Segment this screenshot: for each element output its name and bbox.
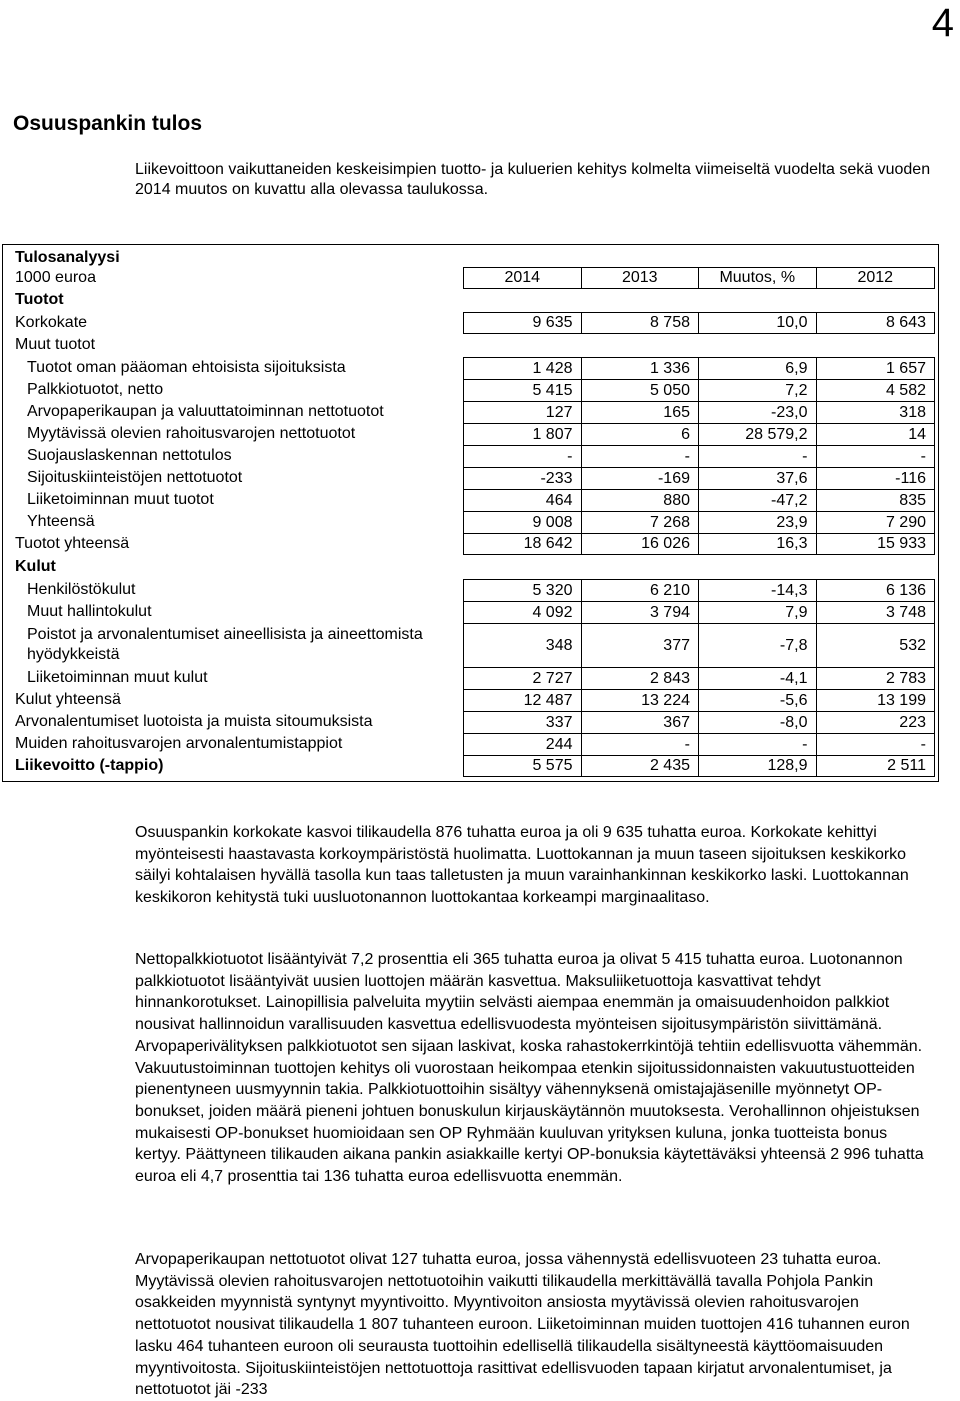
cell: 1 336	[582, 358, 700, 379]
cell: 2 435	[582, 756, 700, 776]
table-row	[3, 423, 940, 445]
row-label: Tuotot yhteensä	[15, 535, 130, 552]
table-row	[3, 511, 940, 533]
row-cells	[463, 423, 935, 445]
cell: -8,0	[699, 712, 817, 733]
cell: 3 794	[582, 602, 700, 623]
paragraph-korkokate: Osuuspankin korkokate kasvoi tilikaudella 876 tuhatta euroa ja oli 9 635 tuhatta euroa. Korkokate kehittyi myönteisesti haastavasta korkoympäristöstä huolimatta. Luottokannan ja muun taseen sijoituksen keskikorko säilyi kohtalaisen hyvällä tasolla kun taas talletusten ja muun varainhankinnan keskikorko laski. Luottokannan keskikoron kehitystä tuki uusluotonannon luottokantaa korkeampi marginaalitaso.	[135, 824, 909, 907]
row-cells	[463, 445, 935, 467]
cell: -7,8	[699, 624, 817, 667]
cell: -	[699, 734, 817, 755]
row-cells	[463, 312, 935, 334]
header-2014: 2014	[464, 268, 582, 288]
row-label: Korkokate	[15, 314, 88, 331]
cell: 12 487	[464, 690, 582, 711]
cell: 18 642	[464, 534, 582, 554]
row-cells	[463, 357, 935, 379]
cell: 2 727	[464, 668, 582, 689]
row-label: Liiketoiminnan muut kulut	[27, 669, 208, 686]
cell: -23,0	[699, 402, 817, 423]
table-row	[3, 489, 940, 511]
page-number: 4	[931, 1, 954, 45]
header-cells	[463, 267, 935, 289]
row-cells	[463, 623, 935, 667]
cell: 532	[899, 636, 926, 654]
cell: 10,0	[699, 313, 817, 333]
table-row	[3, 711, 940, 733]
table-row	[3, 467, 940, 489]
cell: 28 579,2	[699, 424, 817, 445]
income-analysis-table	[2, 244, 939, 782]
cell: 5 575	[464, 756, 582, 776]
intro-paragraph: Liikevoittoon vaikuttaneiden keskeisimpien tuotto- ja kuluerien kehitys kolmelta viimeiseltä vuodelta sekä vuoden 2014 muutos on kuvattu alla olevassa taulukossa.	[135, 161, 931, 198]
cell: -	[582, 734, 700, 755]
cell: 6 210	[582, 580, 700, 601]
cell: 367	[582, 712, 700, 733]
cell: 2 783	[885, 669, 926, 687]
table-row	[3, 445, 940, 467]
cell: 4 092	[464, 602, 582, 623]
section-muut-tuotot: Muut tuotot	[15, 336, 96, 353]
cell: -	[699, 446, 817, 467]
cell: 1 807	[464, 424, 582, 445]
row-label: Suojauslaskennan nettotulos	[27, 447, 232, 464]
row-cells	[463, 489, 935, 511]
table-row	[3, 579, 940, 601]
table-header-row	[3, 267, 940, 289]
cell: -14,3	[699, 580, 817, 601]
table-row	[3, 689, 940, 711]
cell: 165	[582, 402, 700, 423]
cell: -116	[895, 469, 926, 487]
section-kulut: Kulut	[15, 558, 56, 575]
row-label: Tuotot oman pääoman ehtoisista sijoituksista	[27, 359, 346, 376]
header-change: Muutos, %	[699, 268, 817, 288]
table-title: Tulosanalyysi	[15, 249, 120, 266]
cell: 4 582	[885, 381, 926, 399]
cell: 8 758	[582, 313, 700, 333]
row-cells	[463, 579, 935, 601]
row-label: Arvopaperikaupan ja valuuttatoiminnan nettotuotot	[27, 403, 384, 420]
cell: 1 657	[885, 359, 926, 377]
table-row-total	[3, 755, 940, 777]
row-label: Sijoituskiinteistöjen nettotuotot	[27, 469, 243, 486]
cell: -169	[582, 468, 700, 489]
cell: 128,9	[699, 756, 817, 776]
paragraph-arvopaperikauppa: Arvopaperikaupan nettotuotot olivat 127 tuhatta euroa, jossa vähennystä edellisvuoteen 23 tuhatta euroa. Myytävissä olevien rahoitusvarojen nettotuotoihin vaikutti tilikaudella merkittävällä tavalla Pohjola Pankin osakkeiden myynnistä syntynyt myyntivoitto. Myyntivoiton ansiosta myytävissä olevien rahoitusvarojen nettotuotot nousivat tilikaudella 1 807 tuhanteen euroon. Liiketoiminnan muiden tuottojen 416 tuhannen euron lasku 464 tuhanteen euroon oli seurausta tuottoihin edellisellä tilikaudella sisältyneestä käyttöomaisuuden myyntivoitosta. Sijoituskiinteistöjen nettotuottoja rasittivat edellisvuoden tapaan kirjatut arvonalentumiset, ja nettotuotot jäi -233	[135, 1251, 910, 1399]
cell: 223	[899, 713, 926, 731]
table-row	[3, 733, 940, 755]
row-label: Liikevoitto (-tappio)	[15, 757, 164, 774]
cell: 880	[582, 490, 700, 511]
row-cells	[463, 755, 935, 777]
cell: 7 290	[885, 513, 926, 531]
table-row	[3, 533, 940, 555]
cell: -47,2	[699, 490, 817, 511]
cell: -4,1	[699, 668, 817, 689]
cell: 337	[464, 712, 582, 733]
cell: 5 415	[464, 380, 582, 401]
cell: 14	[908, 425, 926, 443]
section-title: Osuuspankin tulos	[13, 112, 203, 135]
cell: 464	[464, 490, 582, 511]
cell: 16 026	[582, 534, 700, 554]
row-cells	[463, 711, 935, 733]
cell: -	[920, 447, 926, 465]
cell: 318	[899, 403, 926, 421]
row-cells	[463, 733, 935, 755]
cell: -5,6	[699, 690, 817, 711]
header-2013: 2013	[582, 268, 700, 288]
cell: 3 748	[885, 603, 926, 621]
unit-label: 1000 euroa	[15, 269, 96, 286]
cell: 377	[582, 624, 700, 667]
table-row	[3, 312, 940, 334]
cell: -	[582, 446, 700, 467]
row-cells	[463, 667, 935, 689]
table-row	[3, 357, 940, 379]
cell: 5 050	[582, 380, 700, 401]
row-cells	[463, 467, 935, 489]
table-row	[3, 401, 940, 423]
cell: 13 224	[582, 690, 700, 711]
cell: 8 643	[885, 314, 926, 331]
cell: 244	[464, 734, 582, 755]
row-cells	[463, 401, 935, 423]
row-label: Poistot ja arvonalentumiset aineellisista ja aineettomista hyödykkeistä	[27, 626, 423, 663]
row-label: Muut hallintokulut	[27, 603, 152, 620]
cell: 15 933	[877, 535, 926, 552]
header-2012: 2012	[857, 269, 894, 286]
cell: -	[920, 735, 926, 753]
cell: 23,9	[699, 512, 817, 533]
cell: 127	[464, 402, 582, 423]
row-label: Arvonalentumiset luotoista ja muista sitoumuksista	[15, 713, 373, 730]
row-cells	[463, 601, 935, 623]
cell: 6	[582, 424, 700, 445]
paragraph-palkkiotuotot: Nettopalkkiotuotot lisääntyivät 7,2 prosenttia eli 365 tuhatta euroa ja olivat 5 415 tuhatta euroa. Luotonannon palkkiotuotot lisääntyivät uusien luottojen määrän kasvettua. Maksuliiketuottoja kasvattivat tehdyt hinnankorotukset. Lainopillisia palveluita myytiin selvästi aiempaa enemmän ja omaisuudenhoidon palkkiot nousivat hallinnoidun varallisuuden kasvettua edellisvuodesta myönteisen sijoitusympäristön siivittämänä. Arvopaperivälityksen palkkiotuotot sen sijaan laskivat, koska rahastokerrkintöjä tehtiin edellisvuotta vähemmän. Vakuutustoiminnan tuottojen kehitys oli vuorostaan heikompaa etenkin sijoitussidonnaisten vakuutustuotteiden pienentyneen uusmyynnin takia. Palkkiotuottoihin sisältyy vähennyksenä omistajajäsenille myönnetyt OP-bonukset, joiden määrä pieneni johtuen bonuskulun kirjauskäytännön muutoksesta. Verohallinnon ohjeistuksen mukaisesti OP-bonukset huomioidaan sen OP Ryhmään kuuluvan yrityksen kuluna, jonka tuotteista bonus kertyy. Päättyneen tilikauden aikana pankin asiakkaille kertyi OP-bonuksia käytettäväksi yhteensä 2 996 tuhatta euroa eli 4,7 prosenttia tai 136 tuhatta euroa edellisvuotta enemmän.	[135, 951, 924, 1186]
cell: 7,2	[699, 380, 817, 401]
cell: 1 428	[464, 358, 582, 379]
cell: -	[464, 446, 582, 467]
section-tuotot: Tuotot	[15, 291, 64, 308]
table-row	[3, 667, 940, 689]
cell: 835	[899, 491, 926, 509]
cell: 6,9	[699, 358, 817, 379]
row-label: Liiketoiminnan muut tuotot	[27, 491, 214, 508]
cell: -233	[464, 468, 582, 489]
cell: 2 843	[582, 668, 700, 689]
cell: 9 008	[464, 512, 582, 533]
cell: 348	[464, 624, 582, 667]
row-label: Henkilöstökulut	[27, 581, 136, 598]
row-label: Yhteensä	[27, 513, 95, 530]
cell: 7 268	[582, 512, 700, 533]
cell: 13 199	[877, 691, 926, 709]
row-cells	[463, 533, 935, 555]
cell: 7,9	[699, 602, 817, 623]
row-label: Palkkiotuotot, netto	[27, 381, 164, 398]
cell: 6 136	[885, 581, 926, 599]
cell: 5 320	[464, 580, 582, 601]
cell: 37,6	[699, 468, 817, 489]
row-cells	[463, 689, 935, 711]
table-row	[3, 601, 940, 623]
cell: 16,3	[699, 534, 817, 554]
table-row	[3, 379, 940, 401]
cell: 2 511	[887, 757, 926, 774]
row-cells	[463, 511, 935, 533]
table-row	[3, 623, 940, 667]
row-cells	[463, 379, 935, 401]
row-label: Kulut yhteensä	[15, 691, 121, 708]
row-label: Muiden rahoitusvarojen arvonalentumistappiot	[15, 735, 343, 752]
cell: 9 635	[464, 313, 582, 333]
row-label: Myytävissä olevien rahoitusvarojen nettotuotot	[27, 425, 356, 442]
